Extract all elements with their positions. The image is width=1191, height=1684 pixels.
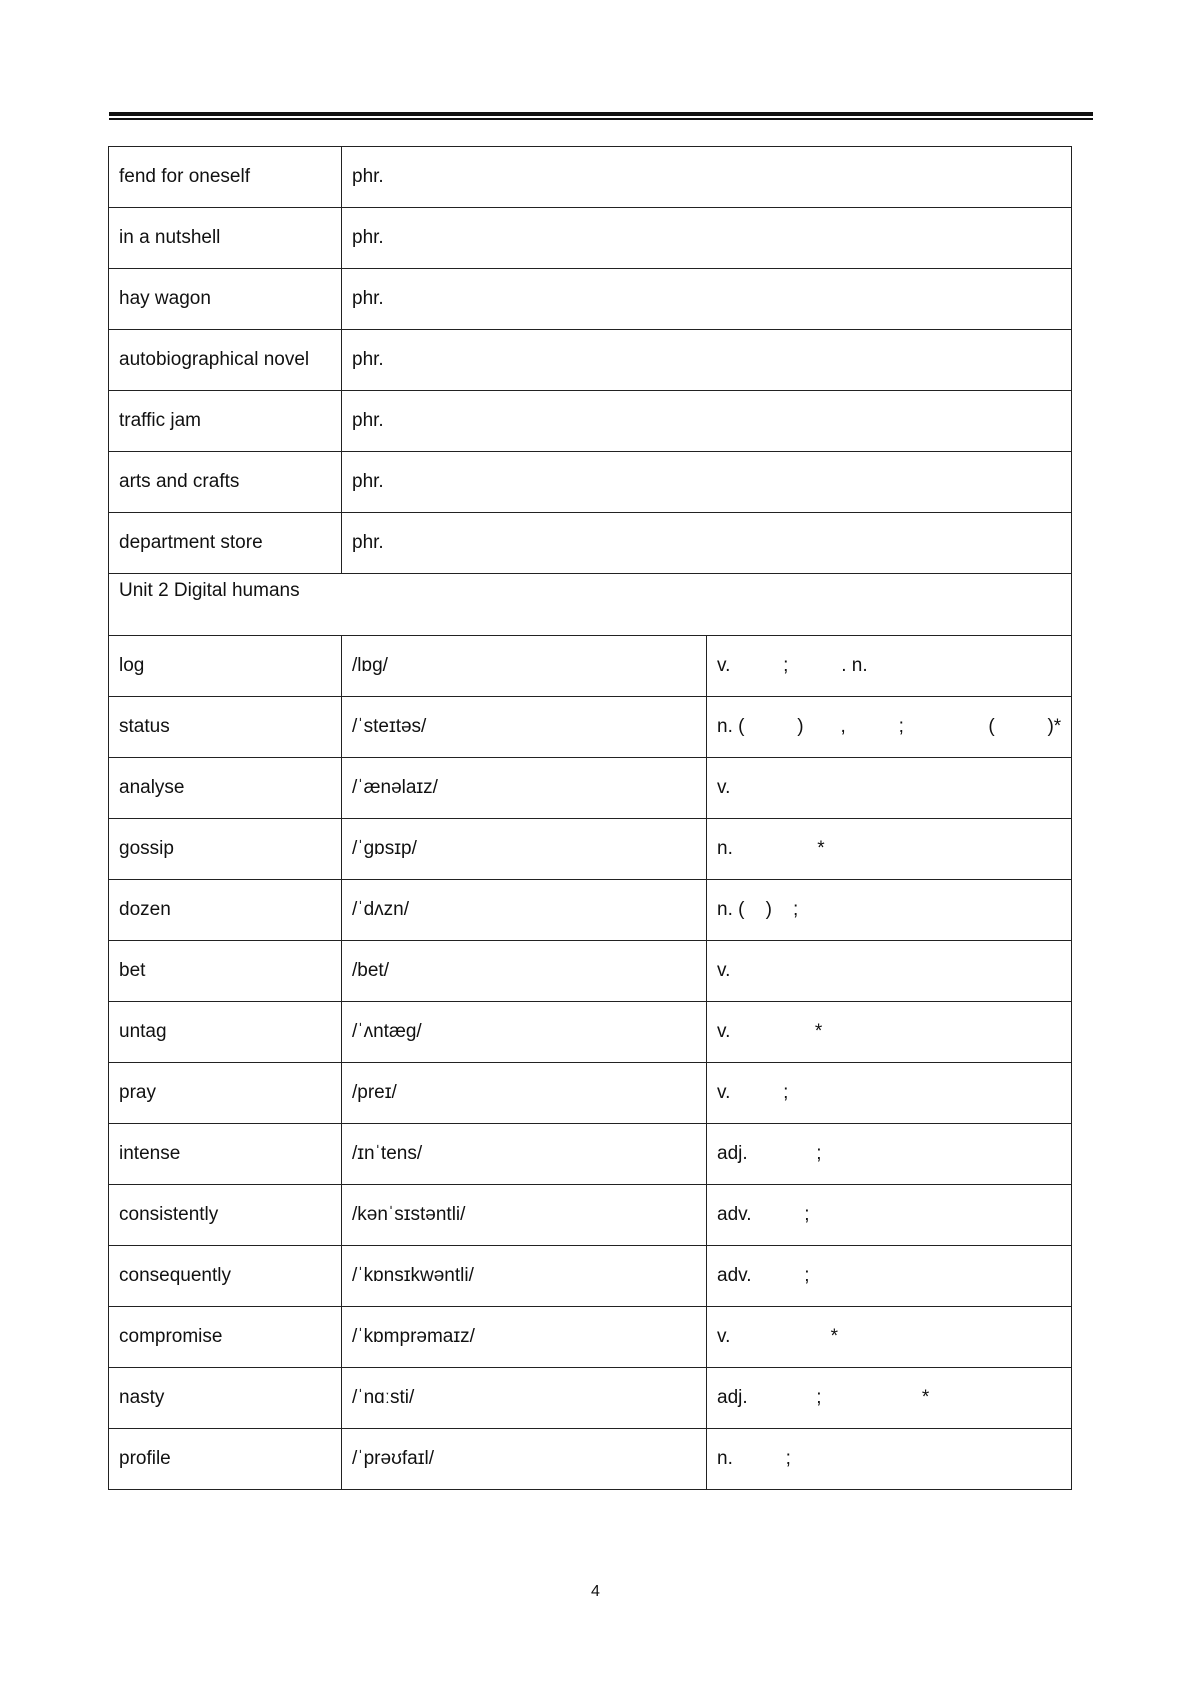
word-cell: gossip bbox=[109, 819, 342, 880]
phonetic-cell: /ˈdʌzn/ bbox=[342, 880, 707, 941]
unit-heading: Unit 2 Digital humans bbox=[109, 574, 1072, 636]
term-cell: hay wagon bbox=[109, 269, 342, 330]
word-cell: nasty bbox=[109, 1368, 342, 1429]
table-row bbox=[109, 330, 1072, 391]
definition-cell: v. bbox=[707, 941, 1072, 1002]
table-row bbox=[109, 758, 1072, 819]
table-row bbox=[109, 1307, 1072, 1368]
term-cell: in a nutshell bbox=[109, 208, 342, 269]
table-row bbox=[109, 819, 1072, 880]
phonetic-cell: /bet/ bbox=[342, 941, 707, 1002]
definition-cell: n. ( ) , ; ( )* bbox=[707, 697, 1072, 758]
phonetic-cell: /preɪ/ bbox=[342, 1063, 707, 1124]
word-cell: dozen bbox=[109, 880, 342, 941]
page-number: 4 bbox=[591, 1583, 600, 1600]
phonetic-cell: /ˈsteɪtəs/ bbox=[342, 697, 707, 758]
definition-cell: v. ; bbox=[707, 1063, 1072, 1124]
table-row bbox=[109, 208, 1072, 269]
table-row bbox=[109, 941, 1072, 1002]
word-cell: consequently bbox=[109, 1246, 342, 1307]
definition-cell: adj. ; * bbox=[707, 1368, 1072, 1429]
phonetic-cell: /ˈʌntæɡ/ bbox=[342, 1002, 707, 1063]
unit-heading-row bbox=[109, 574, 1072, 636]
phonetic-cell: /ˈprəʊfaɪl/ bbox=[342, 1429, 707, 1490]
word-cell: bet bbox=[109, 941, 342, 1002]
pos-cell: phr. bbox=[342, 513, 1072, 574]
word-cell: pray bbox=[109, 1063, 342, 1124]
definition-cell: v. bbox=[707, 758, 1072, 819]
header-rule-thick bbox=[109, 112, 1093, 116]
word-cell: status bbox=[109, 697, 342, 758]
word-cell: untag bbox=[109, 1002, 342, 1063]
phonetic-cell: /ˈænəlaɪz/ bbox=[342, 758, 707, 819]
table-row bbox=[109, 147, 1072, 208]
table-row bbox=[109, 697, 1072, 758]
term-cell: autobiographical novel bbox=[109, 330, 342, 391]
phonetic-cell: /ˈkɒnsɪkwəntli/ bbox=[342, 1246, 707, 1307]
term-cell: department store bbox=[109, 513, 342, 574]
table-row bbox=[109, 391, 1072, 452]
word-cell: log bbox=[109, 636, 342, 697]
term-cell: fend for oneself bbox=[109, 147, 342, 208]
phonetic-cell: /ˈnɑːsti/ bbox=[342, 1368, 707, 1429]
definition-cell: n. ; bbox=[707, 1429, 1072, 1490]
definition-cell: n. ( ) ; bbox=[707, 880, 1072, 941]
pos-cell: phr. bbox=[342, 391, 1072, 452]
table-row bbox=[109, 880, 1072, 941]
table-row bbox=[109, 1429, 1072, 1490]
word-cell: intense bbox=[109, 1124, 342, 1185]
term-cell: traffic jam bbox=[109, 391, 342, 452]
table-row bbox=[109, 1246, 1072, 1307]
table-row bbox=[109, 1368, 1072, 1429]
pos-cell: phr. bbox=[342, 147, 1072, 208]
phonetic-cell: /lɒɡ/ bbox=[342, 636, 707, 697]
word-cell: compromise bbox=[109, 1307, 342, 1368]
vocabulary-table bbox=[108, 146, 1072, 1490]
phonetic-cell: /ˈkɒmprəmaɪz/ bbox=[342, 1307, 707, 1368]
table-row bbox=[109, 1002, 1072, 1063]
table-row bbox=[109, 452, 1072, 513]
table-row bbox=[109, 269, 1072, 330]
definition-cell: v. * bbox=[707, 1002, 1072, 1063]
table-row bbox=[109, 1124, 1072, 1185]
definition-cell: adv. ; bbox=[707, 1185, 1072, 1246]
word-cell: analyse bbox=[109, 758, 342, 819]
definition-cell: adv. ; bbox=[707, 1246, 1072, 1307]
header-rule-thin bbox=[109, 118, 1093, 120]
phonetic-cell: /kənˈsɪstəntli/ bbox=[342, 1185, 707, 1246]
pos-cell: phr. bbox=[342, 452, 1072, 513]
pos-cell: phr. bbox=[342, 330, 1072, 391]
term-cell: arts and crafts bbox=[109, 452, 342, 513]
definition-cell: v. ; . n. bbox=[707, 636, 1072, 697]
definition-cell: v. * bbox=[707, 1307, 1072, 1368]
table-row bbox=[109, 636, 1072, 697]
definition-cell: n. * bbox=[707, 819, 1072, 880]
word-cell: consistently bbox=[109, 1185, 342, 1246]
definition-cell: adj. ; bbox=[707, 1124, 1072, 1185]
table-row bbox=[109, 1063, 1072, 1124]
word-cell: profile bbox=[109, 1429, 342, 1490]
pos-cell: phr. bbox=[342, 269, 1072, 330]
pos-cell: phr. bbox=[342, 208, 1072, 269]
phonetic-cell: /ɪnˈtens/ bbox=[342, 1124, 707, 1185]
phonetic-cell: /ˈɡɒsɪp/ bbox=[342, 819, 707, 880]
table-row bbox=[109, 513, 1072, 574]
table-row bbox=[109, 1185, 1072, 1246]
